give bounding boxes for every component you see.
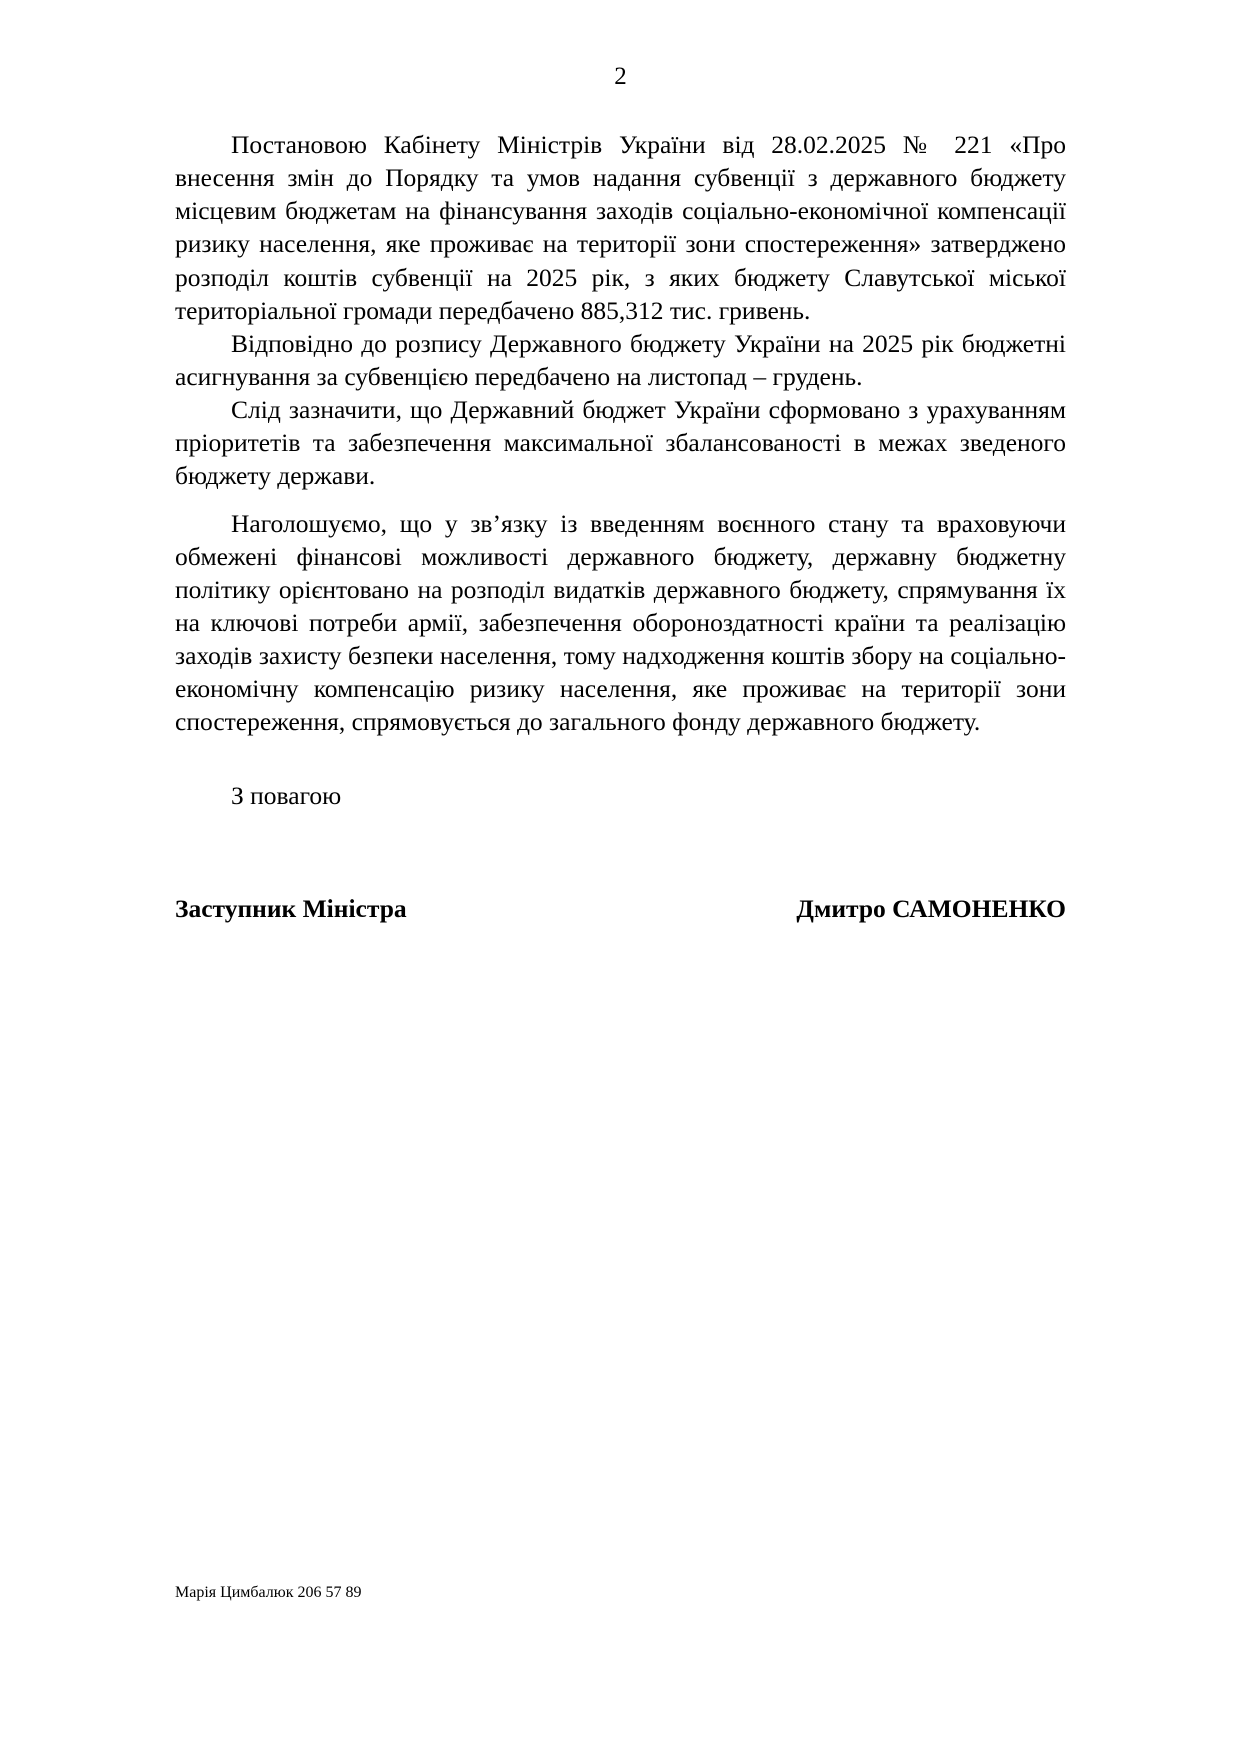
page-number: 2 bbox=[614, 63, 627, 90]
paragraph-4: Наголошуємо, що у зв’язку із введенням воєнного стану та враховуючи обмежені фінансові можливості державного бюджету, державну бюджетну політику орієнтовано на розподіл видатків державного бюджету, спрямування їх на ключові потреби армії, забезпечення обороноздатності країни та реалізацію заходів захисту безпеки населення, тому надходження коштів збору на соціально-економічну компенсацію ризику населення, яке проживає на території зони спостереження, спрямовується до загального фонду державного бюджету. bbox=[175, 508, 1066, 737]
document-body bbox=[175, 128, 1066, 739]
paragraph-2: Відповідно до розпису Державного бюджету України на 2025 рік бюджетні асигнування за субвенцією передбачено на листопад – грудень. bbox=[175, 328, 1066, 391]
signature-block bbox=[175, 894, 1066, 924]
closing-regards: З повагою bbox=[231, 780, 342, 810]
footer-contact: Марія Цимбалюк 206 57 89 bbox=[175, 1583, 362, 1601]
paragraph-1: Постановою Кабінету Міністрів України від 28.02.2025 № 221 «Про внесення змін до Порядку та умов надання субвенції з державного бюджету місцевим бюджетам на фінансування заходів соціально-економічної компенсації ризику населення, яке проживає на території зони спостереження» затверджено розподіл коштів субвенції на 2025 рік, з яких бюджету Славутської міської територіальної громади передбачено 885,312 тис. гривень. bbox=[175, 130, 1066, 325]
signatory-name: Дмитро САМОНЕНКО bbox=[796, 893, 1066, 923]
paragraph-3: Слід зазначити, що Державний бюджет України сформовано з урахуванням пріоритетів та забезпечення максимальної збалансованості в межах зведеного бюджету держави. bbox=[175, 395, 1066, 491]
signatory-position: Заступник Міністра bbox=[175, 893, 407, 923]
